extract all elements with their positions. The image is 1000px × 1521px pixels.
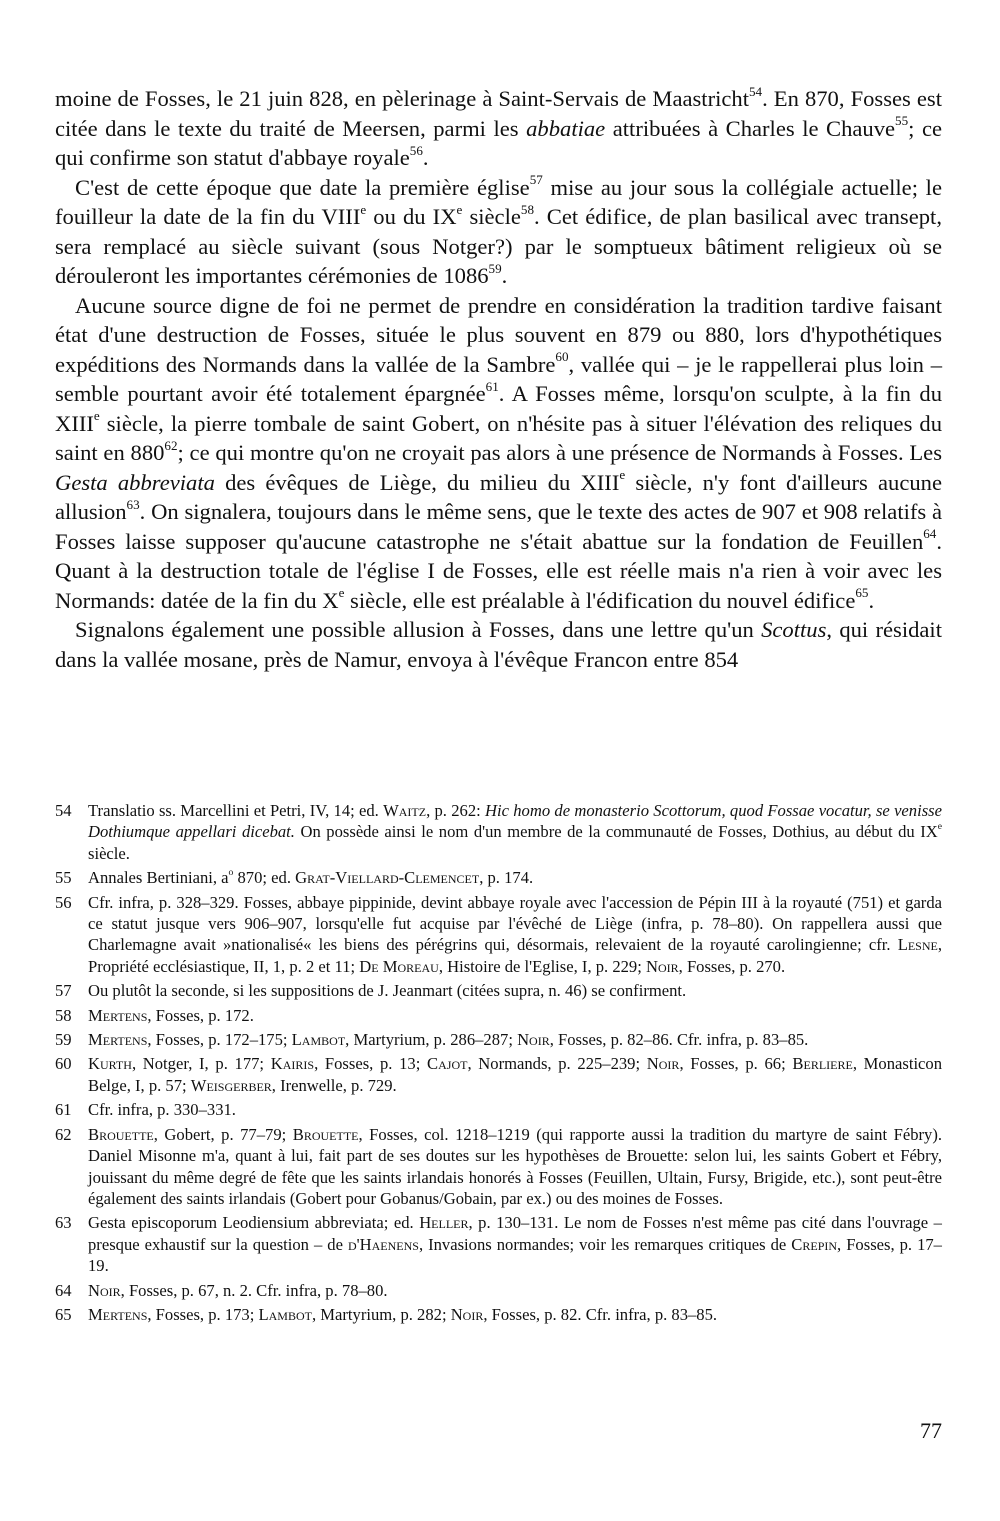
footnote-text: Gesta episcoporum Leodiensium abbreviata; ed. Heller, p. 130–131. Le nom de Fosses n'est même pas cité dans l'ouvrage – presque exhaustif sur la question – de d'Haenens, Invasions normandes; voir les remarques critiques de Crepin, Fosses, p. 17–19. [88, 1213, 942, 1276]
footnote-number: 57 [55, 981, 72, 1001]
paragraph: Aucune source digne de foi ne permet de prendre en considération la tradition tardive faisant état d'une destruction de Fosses, située le plus souvent en 879 ou 880, lors d'hypothétiques expéditions des Normands dans la vallée de la Sambre$^{60}$, vallée qui – je le rappellerai plus loin – semble pourtant avoir été totalement épargnée$^{61}$. A Fosses même, lorsqu'on sculpte, à la fin du XIIIe siècle, la pierre tombale de saint Gobert, on n'hésite pas à situer l'élévation des reliques du saint en $880^{62}$; ce qui montre qu'on ne croyait pas alors à une présence de Normands à Fosses. Les Gesta abbreviata des évêques de Liège, du milieu du XIIIe siècle, n'y font d'ailleurs aucune allusion$^{63}$. On signalera, toujours dans le même sens, que le texte des actes de 907 et 908 relatifs à Fosses laisse supposer qu'aucune catastrophe ne s'était abattue sur la fondation de Feuillen$^{64}$. Quant à la destruction totale de l'église I de Fosses, elle est réelle mais n'a rien à voir avec les Normands: datée de la fin du Xe siècle, elle est préalable à l'édification du nouvel édifice$^{65}$. [55, 292, 942, 613]
footnote-ref: 65 [855, 585, 869, 601]
footnote-ref: 55 [895, 113, 909, 129]
footnote-text: Mertens, Fosses, p. 172–175; Lambot, Martyrium, p. 286–287; Noir, Fosses, p. 82–86. Cfr. infra, p. 83–85. [88, 1030, 809, 1050]
footnote-number: 65 [55, 1304, 72, 1324]
footnote-text: Ou plutôt la seconde, si les suppositions de J. Jeanmart (citées supra, n. 46) se confirment. [88, 981, 687, 1001]
footnote-ref: 64 [923, 526, 937, 542]
footnote [55, 800, 942, 864]
footnotes [55, 800, 942, 1328]
footnote-number: 59 [55, 1030, 72, 1050]
footnote [55, 1053, 942, 1096]
footnote-ref: 56 [409, 142, 423, 158]
footnote-number: 56 [55, 892, 72, 912]
footnote-number: 54 [55, 801, 72, 820]
paragraph: Signalons également une possible allusion à Fosses, dans une lettre qu'un Scottus, qui résidait dans la vallée mosane, près de Namur, envoya à l'évêque Francon entre 854 [55, 617, 942, 672]
footnote-text: Cfr. infra, p. 330–331. [88, 1100, 236, 1120]
footnote-number: 64 [55, 1280, 72, 1300]
footnote [55, 1124, 942, 1210]
page-number: 77 [920, 1418, 942, 1443]
footnote-text: Brouette, Gobert, p. 77–79; Brouette, Fosses, col. 1218–1219 (qui rapporte aussi la tradition du martyre de saint Fébry). Daniel Misonne m'a, quant à lui, fait part de ses doutes sur les hypothèses de Brouette: selon lui, les saints Gobert et Fébry, jouissant du même degré de fête que les saints irlandais honorés à Fosses (Feuillen, Ultain, Fursy, Brigide, etc.), sont peut-être également des saints irlandais (Gobert pour Gobanus/Gobain, par ex.) ou des moines de Fosses. [88, 1124, 942, 1208]
footnote [55, 1212, 942, 1276]
footnote-number: 62 [55, 1124, 72, 1144]
footnote-number: 60 [55, 1054, 72, 1074]
main-text [55, 84, 942, 674]
footnote-text: Noir, Fosses, p. 67, n. 2. Cfr. infra, p. 78–80. [88, 1280, 388, 1300]
footnote-ref: 62 [164, 437, 178, 453]
footnote-ref: 59 [488, 260, 502, 276]
footnote [55, 1304, 942, 1325]
footnote-number: 58 [55, 1005, 72, 1025]
footnote-ref: 57 [529, 172, 543, 188]
footnote-text: Cfr. infra, p. 328–329. Fosses, abbaye pippinide, devint abbaye royale avec l'accession de Pépin III à la royauté (751) et garda ce statut jusque vers 906–907, lorsqu'elle fut acquise par l'évêché de Liège (infra, p. 78–80). On rappellera aussi que Charlemagne avait »nationalisé« les biens des pérégrins qui, désormais, relevaient de la royauté carolingienne; cfr. Lesne, Propriété ecclésiastique, II, 1, p. 2 et 11; De Moreau, Histoire de l'Eglise, I, p. 229; Noir, Fosses, p. 270. [88, 892, 942, 976]
footnote [55, 1099, 942, 1120]
footnote-text: Annales Bertiniani, $a^o$ 870; ed. Grat-Viellard-Clemencet, p. 174. [88, 867, 534, 888]
footnote-text: Translatio ss. Marcellini et Petri, IV, 14; ed. Waitz, p. 262: Hic homo de monasterio Scottorum, quod Fossae vocatur, se venisse Dothiumque appellari dicebat. On possède ainsi le nom d'un membre de la communauté de Fosses, Dothius, au début du IXe siècle. [88, 801, 942, 863]
footnote [55, 1280, 942, 1301]
footnote-ref: 61 [485, 378, 499, 394]
footnote-number: 55 [55, 868, 72, 888]
footnote [55, 1029, 942, 1050]
footnote-number: 63 [55, 1213, 72, 1233]
footnote [55, 867, 942, 888]
footnote-text: Kurth, Notger, I, p. 177; Kairis, Fosses, p. 13; Cajot, Normands, p. 225–239; Noir, Fosses, p. 66; Berliere, Monasticon Belge, I, p. 57; Weisgerber, Irenwelle, p. 729. [88, 1054, 943, 1095]
paragraph: C'est de cette époque que date la première église$^{57}$ mise au jour sous la collégiale actuelle; le fouilleur la date de la fin du VIIIe ou du IXe siècle$^{58}$. Cet édifice, de plan basilical avec transept, sera remplacé au siècle suivant (sous Notger?) par le somptueux bâtiment religieux où se dérouleront les importantes cérémonies de 1086$^{59}$. [55, 172, 942, 288]
footnote-ref: 58 [520, 201, 534, 217]
footnote-text: Mertens, Fosses, p. 173; Lambot, Martyrium, p. 282; Noir, Fosses, p. 82. Cfr. infra, p. 83–85. [88, 1304, 718, 1324]
footnote [55, 980, 942, 1001]
paragraph: moine de Fosses, le 21 juin 828, en pèlerinage à Saint-Servais de Maastricht$^{54}$. En 870, Fosses est citée dans le texte du traité de Meersen, parmi les abbatiae attribuées à Charles le Chauve$^{55}$; ce qui confirme son statut d'abbaye royale$^{56}$. [55, 83, 943, 170]
footnote [55, 892, 942, 978]
footnote [55, 1005, 942, 1026]
footnote-ref: 54 [748, 83, 763, 99]
footnote-text: Mertens, Fosses, p. 172. [88, 1005, 254, 1025]
footnote-number: 61 [55, 1100, 72, 1120]
footnote-ref: 63 [126, 496, 140, 512]
footnote-ref: 60 [555, 349, 569, 365]
